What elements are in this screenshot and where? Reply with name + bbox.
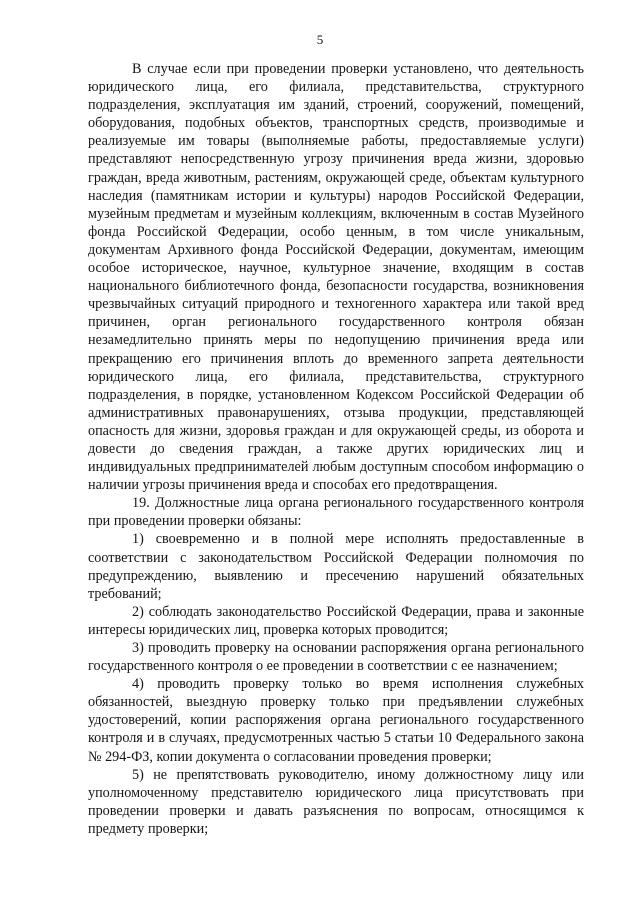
paragraph-duty-2: 2) соблюдать законодательство Российской Федерации, права и законные интересы юридических лиц, проверка которых проводится; (88, 603, 584, 638)
paragraph-danger-measures: В случае если при проведении проверки установлено, что деятельность юридического лица, его филиала, представительства, структурного подразделения, эксплуатация им зданий, строений, сооружений, помещений, оборудования, подобных объектов, транспортных средств, производимые и реализуемые им товары (выполняемые работы, предоставляемые услуги) представляют непосредственную угрозу причинения вреда жизни, здоровью граждан, вреда животным, растениям, окружающей среде, объектам культурного наследия (памятникам истории и культуры) народов Российской Федерации, музейным предметам и музейным коллекциям, включенным в состав Музейного фонда Российской Федерации, особо ценным, в том числе уникальным, документам Архивного фонда Российской Федерации, документам, имеющим особое историческое, научное, культурное значение, входящим в состав национального библиотечного фонда, безопасности государства, возникновения чрезвычайных ситуаций природного и техногенного характера или такой вред причинен, орган регионального государственного контроля обязан незамедлительно принять меры по недопущению причинения вреда или прекращению его причинения вплоть до временного запрета деятельности юридического лица, его филиала, представительства, структурного подразделения, в порядке, установленном Кодексом Российской Федерации об административных правонарушениях, отзыва продукции, представляющей опасность для жизни, здоровья граждан и для окружающей среды, из оборота и довести до сведения граждан, а также других юридических лиц и индивидуальных предпринимателей любым доступным способом информацию о наличии угрозы причинения вреда и способах его предотвращения. (88, 61, 584, 494)
paragraph-duty-1: 1) своевременно и в полной мере исполнять предоставленные в соответствии с законодательством Российской Федерации полномочия по предупреждению, выявлению и пресечению нарушений обязательных требований; (88, 531, 584, 602)
paragraph-duty-5: 5) не препятствовать руководителю, иному должностному лицу или уполномоченному представителю юридического лица присутствовать при проведении проверки и давать разъяснения по вопросам, относящимся к предмету проверки; (88, 766, 584, 837)
paragraph-duty-3: 3) проводить проверку на основании распоряжения органа регионального государственного контроля о ее проведении в соответствии с ее назначением; (88, 640, 584, 675)
document-body (88, 60, 584, 838)
paragraph-duty-4: 4) проводить проверку только во время исполнения служебных обязанностей, выездную проверку только при предъявлении служебных удостоверений, копии распоряжения органа регионального государственного контроля и в случаях, предусмотренных частью 5 статьи 10 Федерального закона № 294-ФЗ, копии документа о согласовании проведения проверки; (88, 676, 584, 765)
page-number: 5 (316, 32, 324, 47)
paragraph-item-19: 19. Должностные лица органа регионального государственного контроля при проведении проверки обязаны: (88, 495, 584, 530)
